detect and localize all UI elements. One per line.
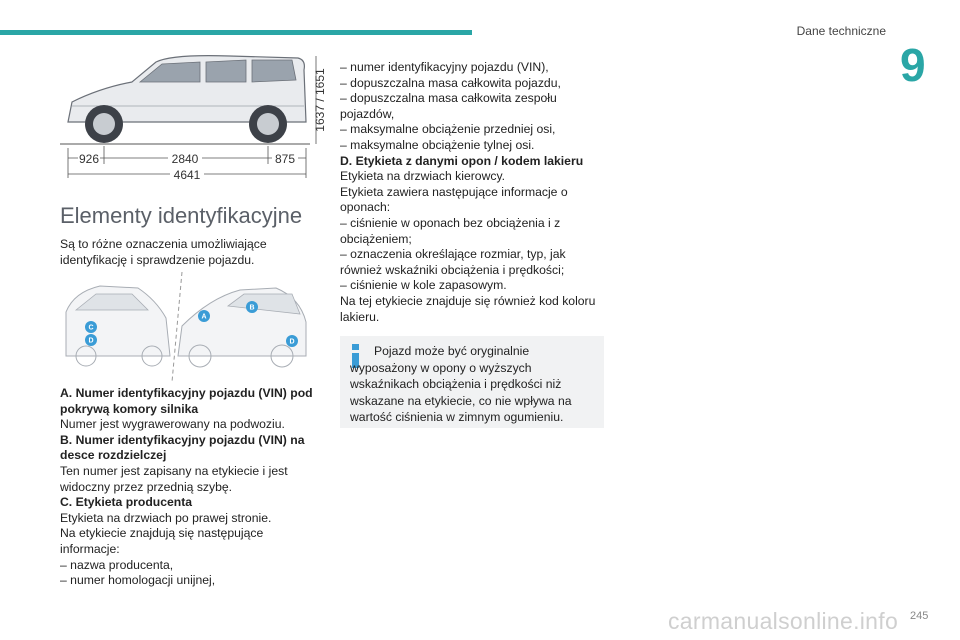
list-item: – oznaczenia określające rozmiar, typ, jak również wskaźniki obciążenia i prędkości; [340,247,566,277]
section-title: Dane techniczne [796,24,886,38]
marker-a: A [201,313,207,321]
vin-dashboard-text: Ten numer jest zapisany na etykiecie i jest widoczny przez przednią szybę. [60,463,288,494]
wheelbase-label: 2840 [171,152,199,166]
header-accent-bar [0,30,472,35]
vin-dashboard-title: B. Numer identyfikacyjny pojazdu (VIN) na desce rozdzielczej [60,432,305,463]
height-label: 1637 / 1651 [313,68,327,132]
list-item: – maksymalne obciążenie przedniej osi, [340,122,556,137]
car-dimensions-figure [60,48,330,186]
marker-d-right: D [289,338,295,346]
tyre-label-title: D. Etykieta z danymi opon / kodem lakieru [340,153,584,168]
total-length-label: 4641 [173,168,201,182]
list-item: – dopuszczalna masa całkowita pojazdu, [340,75,561,90]
marker-b: B [249,304,255,312]
tyre-label-text: Etykieta zawiera następujące informacje o oponach: [340,184,568,215]
marker-c: C [88,324,94,332]
list-item: – numer identyfikacyjny pojazdu (VIN), [340,60,549,74]
list-item: – numer homologacji unijnej, [60,573,216,588]
list-item: – dopuszczalna masa całkowita zespołu pojazdów, [340,91,557,121]
chapter-number: 9 [900,39,926,91]
vin-engine-text: Numer jest wygrawerowany na podwoziu. [60,417,285,432]
car-rear-illustration [66,286,170,366]
vin-engine-title: A. Numer identyfikacyjny pojazdu (VIN) pod pokrywą komory silnika [60,386,313,416]
page-heading: Elementy identyfikacyjne [60,203,303,228]
left-column [60,386,318,589]
tyre-label-text: Etykieta na drzwiach kierowcy. [340,169,506,184]
manufacturer-label-text: Etykieta na drzwiach po prawej stronie. [60,510,272,525]
list-item: – nazwa producenta, [60,557,174,572]
car-side-illustration [60,56,310,144]
manufacturer-label-text: Na etykiecie znajdują się następujące informacje: [60,526,264,556]
car-front-illustration [178,288,306,367]
right-column [340,60,602,325]
rear-overhang-label: 875 [274,152,296,166]
list-item: – ciśnienie w kole zapasowym. [340,278,507,293]
page-number: 245 [910,610,929,622]
marker-d-left: D [88,337,94,345]
list-item: – maksymalne obciążenie tylnej osi. [340,137,535,152]
tyre-label-text: Na tej etykiecie znajduje się również kod koloru lakieru. [340,293,596,324]
intro-text: Są to różne oznaczenia umożliwiające identyfikację i sprawdzenie pojazdu. [60,237,267,267]
list-item: – ciśnienie w oponach bez obciążenia i z obciążeniem; [340,215,561,246]
identification-figure [60,272,310,382]
watermark: carmanualsonline.info [668,608,899,634]
manufacturer-label-title: C. Etykieta producenta [60,495,193,510]
front-overhang-label: 926 [78,152,100,166]
info-text: Pojazd może być oryginalnie wyposażony w opony o wyższych wskaźnikach obciążenia i prędkości niż wskazane na etykiecie, co nie wpływa na wartość ciśnienia w zimnym ogumieniu. [350,344,572,424]
